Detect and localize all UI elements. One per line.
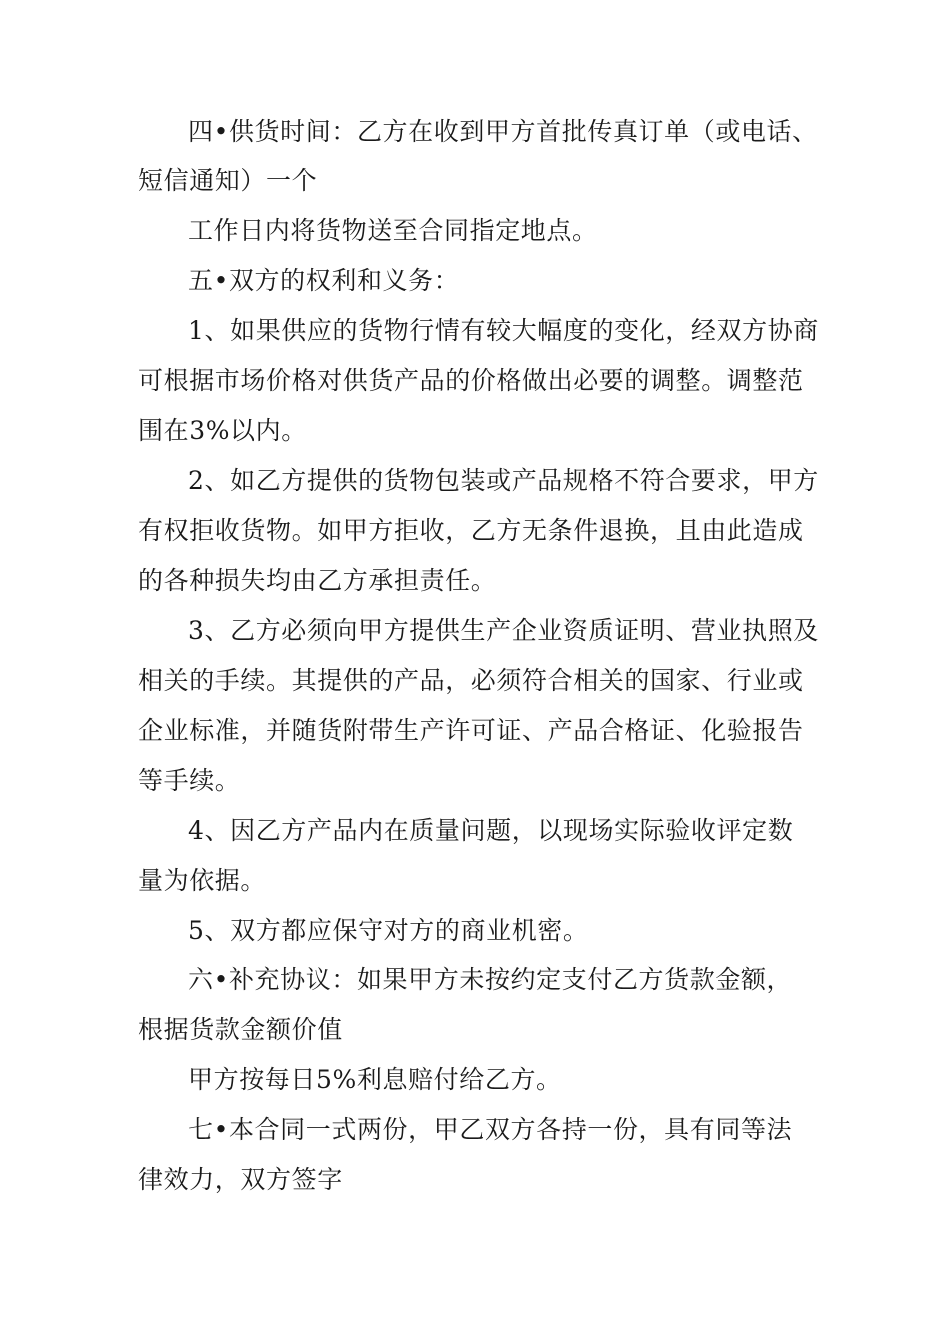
text-line: 相关的手续。其提供的产品，必须符合相关的国家、行业或 xyxy=(138,666,804,695)
text-line: 量为依据。 xyxy=(138,866,267,895)
text-line: 五•双方的权利和义务： xyxy=(188,266,460,295)
text-line: 4、因乙方产品内在质量问题，以现场实际验收评定数 xyxy=(188,816,794,845)
text-line: 六•补充协议：如果甲方未按约定支付乙方货款金额， xyxy=(188,965,793,994)
text-line: 工作日内将货物送至合同指定地点。 xyxy=(188,216,598,245)
text-line: 四•供货时间：乙方在收到甲方首批传真订单（或电话、 xyxy=(188,117,818,146)
text-line: 3、乙方必须向甲方提供生产企业资质证明、营业执照及 xyxy=(188,616,819,645)
text-line: 企业标准，并随货附带生产许可证、产品合格证、化验报告 xyxy=(138,716,804,745)
text-line: 5、双方都应保守对方的商业机密。 xyxy=(188,916,589,945)
text-line: 甲方按每日5%利息赔付给乙方。 xyxy=(188,1065,562,1094)
text-line: 短信通知）一个 xyxy=(138,166,318,195)
text-line: 七•本合同一式两份，甲乙双方各持一份，具有同等法 xyxy=(188,1115,793,1144)
text-line: 1、如果供应的货物行情有较大幅度的变化，经双方协商 xyxy=(188,316,819,345)
text-line: 等手续。 xyxy=(138,766,241,795)
text-line: 2、如乙方提供的货物包装或产品规格不符合要求，甲方 xyxy=(188,466,819,495)
text-line: 的各种损失均由乙方承担责任。 xyxy=(138,566,497,595)
text-line: 有权拒收货物。如甲方拒收，乙方无条件退换，且由此造成 xyxy=(138,516,804,545)
text-line: 可根据市场价格对供货产品的价格做出必要的调整。调整范 xyxy=(138,366,804,395)
text-line: 律效力，双方签字 xyxy=(138,1165,343,1194)
text-line: 根据货款金额价值 xyxy=(138,1015,343,1044)
text-line: 围在3%以内。 xyxy=(138,416,307,445)
